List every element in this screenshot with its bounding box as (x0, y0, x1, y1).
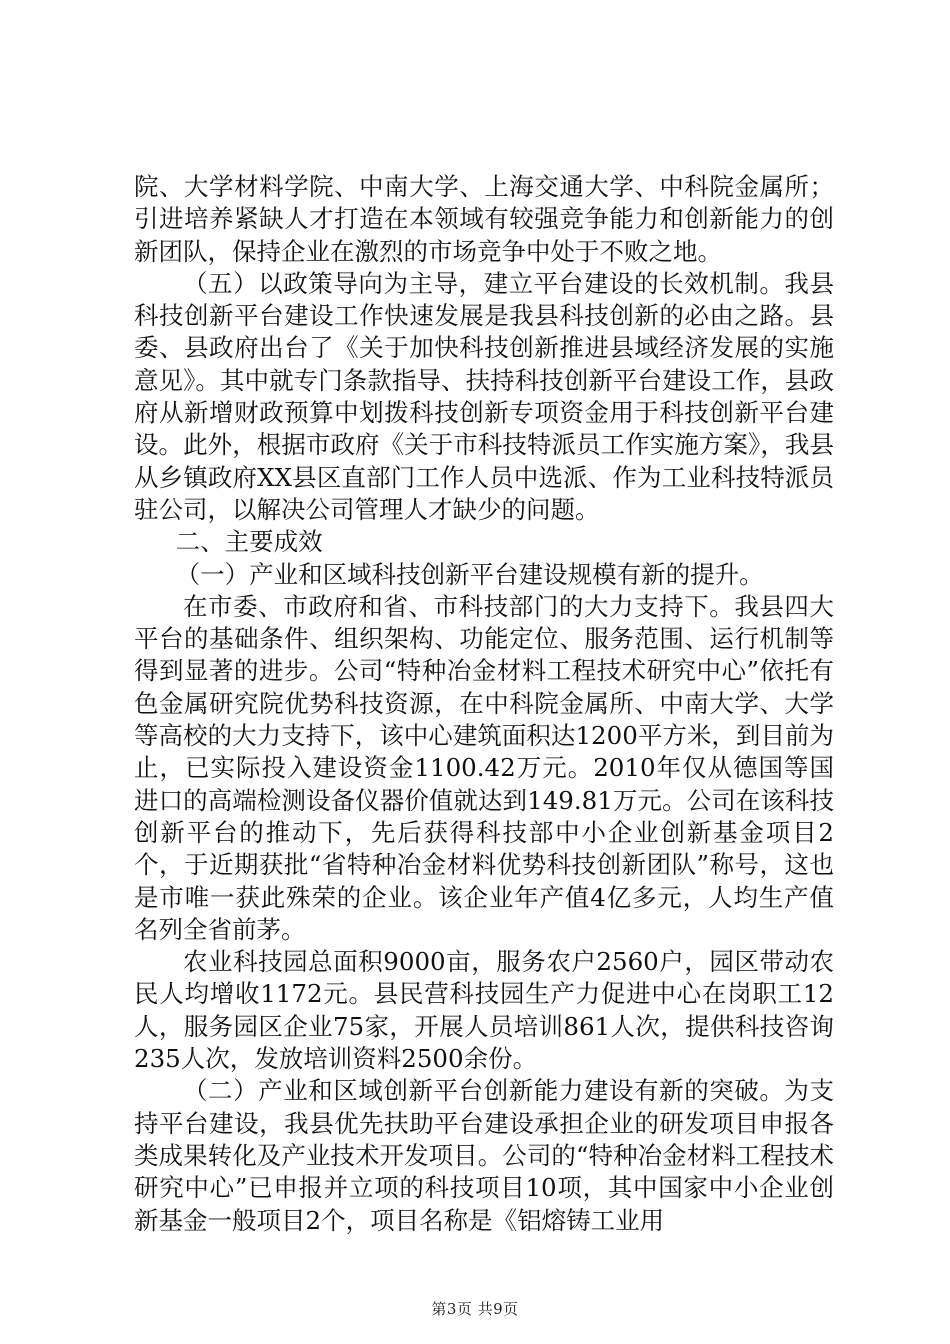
section-heading-main-results: 二、主要成效 (175, 527, 323, 557)
subsection-heading-one: （一）产业和区域科技创新平台建设规模有新的提升。 (175, 559, 764, 589)
paragraph-continued: 院、大学材料学院、中南大学、上海交通大学、中科院金属所；引进培养紧缺人才打造在本领域有较强竞争能力和创新能力的创新团队，保持企业在激烈的市场竞争中处于不败之地。 (134, 172, 834, 266)
paragraph-section-five: （五）以政策导向为主导，建立平台建设的长效机制。我县科技创新平台建设工作快速发展是我县科技创新的必由之路。县委、县政府出台了《关于加快科技创新推进县域经济发展的实施意见》。其中就专门条款指导、扶持科技创新平台建设工作，县政府从新增财政预算中划拨科技创新专项资金用于科技创新平台建设。此外，根据市政府《关于市科技特派员工作实施方案》，我县从乡镇政府XX县区直部门工作人员中选派、作为工业科技特派员驻公司，以解决公司管理人才缺少的问题。 (134, 268, 834, 524)
document-body (134, 171, 834, 1237)
page-footer: 第3页 共9页 (431, 1300, 519, 1318)
paragraph-platform-progress: 在市委、市政府和省、市科技部门的大力支持下。我县四大平台的基础条件、组织架构、功能定位、服务范围、运行机制等得到显著的进步。公司“特种冶金材料工程技术研究中心”依托有色金属研究院优势科技资源，在中科院金属所、中南大学、大学等高校的大力支持下，该中心建筑面积达1200平方米，到目前为止，已实际投入建设资金1100.42万元。2010年仅从德国等国进口的高端检测设备仪器价值就达到149.81万元。公司在该科技创新平台的推动下，先后获得科技部中小企业创新基金项目2个，于近期获批“省特种冶金材料优势科技创新团队”称号，这也是市唯一获此殊荣的企业。该企业年产值4亿多元，人均生产值名列全省前茅。 (134, 591, 834, 944)
paragraph-agri-park: 农业科技园总面积9000亩，服务农户2560户，园区带动农民人均增收1172元。县民营科技园生产力促进中心在岗职工12人，服务园区企业75家，开展人员培训861人次，提供科技咨询235人次，发放培训资料2500余份。 (134, 947, 834, 1074)
paragraph-section-two: （二）产业和区域创新平台创新能力建设有新的突破。为支持平台建设，我县优先扶助平台建设承担企业的研发项目申报各类成果转化及产业技术开发项目。公司的“特种冶金材料工程技术研究中心”已申报并立项的科技项目10项，其中国家中小企业创新基金一般项目2个，项目名称是《铝熔铸工业用 (134, 1076, 834, 1235)
